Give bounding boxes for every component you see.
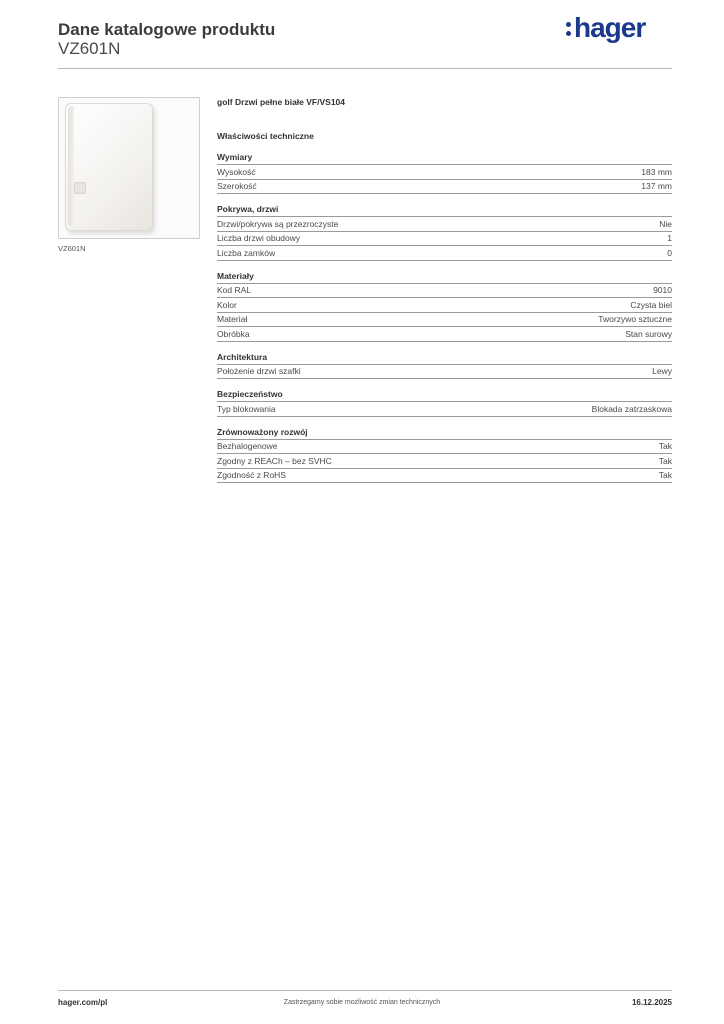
logo-dots-icon (566, 16, 572, 36)
section-architecture (217, 351, 672, 380)
spec-label: Kolor (217, 299, 237, 310)
spec-row (217, 365, 672, 380)
product-image (58, 97, 200, 239)
spec-value: Lewy (652, 366, 672, 377)
spec-value: Stan surowy (625, 328, 672, 339)
hager-logo (566, 14, 645, 42)
spec-row (217, 217, 672, 232)
page-title: Dane katalogowe produktu (58, 20, 276, 39)
spec-value: 9010 (653, 285, 672, 296)
spec-label: Typ blokowania (217, 403, 276, 414)
section-title: Bezpieczeństwo (217, 388, 672, 402)
spec-label: Wysokość (217, 166, 256, 177)
spec-value: 0 (667, 247, 672, 258)
footer-url-link[interactable]: hager.com/pl (58, 998, 108, 1007)
spec-value: 137 mm (641, 181, 672, 192)
spec-label: Drzwi/pokrywa są przezroczyste (217, 218, 339, 229)
footer-date: 16.12.2025 (631, 998, 672, 1007)
door-panel-icon (65, 103, 153, 231)
section-title: Materiały (217, 270, 672, 284)
spec-value: 183 mm (641, 166, 672, 177)
spec-value: Blokada zatrzaskowa (591, 403, 672, 414)
spec-label: Bezhalogenowe (217, 441, 278, 452)
spec-label: Obróbka (217, 328, 250, 339)
footer-disclaimer: Zastrzegamy sobie możliwość zmian technicznych (283, 999, 441, 1006)
spec-value: Tak (658, 441, 672, 452)
spec-value: 1 (667, 233, 672, 244)
spec-row (217, 454, 672, 469)
section-materials (217, 270, 672, 342)
product-code: VZ601N (58, 39, 121, 58)
section-dimensions (217, 151, 672, 194)
spec-value: Czysta biel (630, 299, 672, 310)
section-title: Architektura (217, 351, 672, 365)
spec-row (217, 402, 672, 417)
spec-content (217, 95, 672, 483)
latch-icon (74, 182, 86, 194)
spec-row (217, 165, 672, 180)
logo-text: hager (574, 12, 646, 43)
spec-row (217, 298, 672, 313)
spec-value: Tak (658, 455, 672, 466)
spec-row (217, 232, 672, 247)
spec-label: Położenie drzwi szafki (217, 366, 301, 377)
section-title: Wymiary (217, 151, 672, 165)
header-divider (58, 68, 672, 69)
spec-row (217, 284, 672, 299)
section-safety (217, 388, 672, 417)
spec-value: Tak (658, 470, 672, 481)
image-caption: VZ601N (58, 244, 86, 253)
spec-row (217, 180, 672, 195)
spec-row (217, 246, 672, 261)
spec-row (217, 313, 672, 328)
spec-label: Zgodność z RoHS (217, 470, 286, 481)
spec-label: Liczba zamków (217, 247, 276, 258)
section-cover-door (217, 203, 672, 261)
section-sustainability (217, 426, 672, 484)
spec-label: Liczba drzwi obudowy (217, 233, 301, 244)
product-name: golf Drzwi pełne białe VF/VS104 (217, 97, 346, 107)
spec-row (217, 327, 672, 342)
spec-value: Nie (659, 218, 672, 229)
spec-label: Kod RAL (217, 285, 252, 296)
spec-label: Zgodny z REACh – bez SVHC (217, 455, 332, 466)
spec-row (217, 469, 672, 484)
spec-value: Tworzywo sztuczne (598, 314, 672, 325)
section-title: Zrównoważony rozwój (217, 426, 672, 440)
spec-label: Materiał (217, 314, 248, 325)
section-title: Pokrywa, drzwi (217, 203, 672, 217)
footer-divider (58, 990, 672, 991)
spec-label: Szerokość (217, 181, 257, 192)
spec-row (217, 440, 672, 455)
properties-heading: Właściwości techniczne (217, 131, 314, 141)
